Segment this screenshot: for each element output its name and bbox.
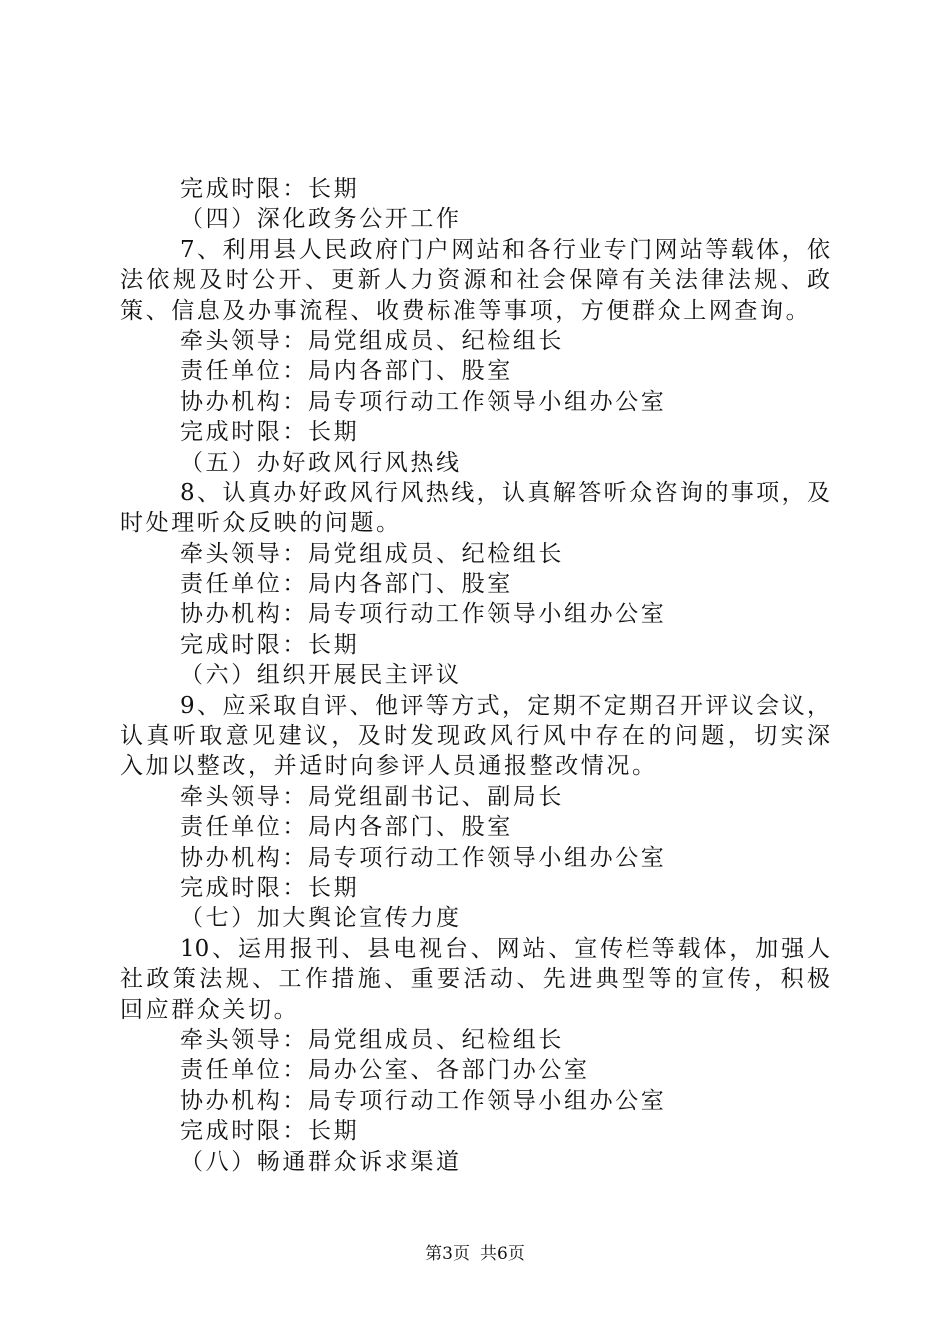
text-line: 法依规及时公开、更新人力资源和社会保障有关法律法规、政 <box>120 267 830 294</box>
text-line: （六）组织开展民主评议 <box>180 662 462 689</box>
text-line: 责任单位：局内各部门、股室 <box>180 358 513 385</box>
text-line: 责任单位：局办公室、各部门办公室 <box>180 1057 590 1084</box>
text-line: 完成时限：长期 <box>180 631 360 658</box>
text-line: 牵头领导：局党组成员、纪检组长 <box>180 327 564 354</box>
text-line: 社政策法规、工作措施、重要活动、先进典型等的宣传，积极 <box>120 966 830 993</box>
text-line: 牵头领导：局党组成员、纪检组长 <box>180 1026 564 1053</box>
page-number: 第3页 <box>425 1244 470 1264</box>
text-line: 协办机构：局专项行动工作领导小组办公室 <box>180 1087 667 1114</box>
text-line: 责任单位：局内各部门、股室 <box>180 814 513 841</box>
text-line: 回应群众关切。 <box>120 996 300 1023</box>
text-line: 完成时限：长期 <box>180 1118 360 1145</box>
text-line: 牵头领导：局党组成员、纪检组长 <box>180 540 564 567</box>
text-line: （七）加大舆论宣传力度 <box>180 905 462 932</box>
text-line: 认真听取意见建议，及时发现政风行风中存在的问题，切实深 <box>120 723 830 750</box>
text-line: 牵头领导：局党组副书记、副局长 <box>180 783 564 810</box>
text-line: 9、应采取自评、他评等方式，定期不定期召开评议会议， <box>180 692 830 719</box>
text-line: 入加以整改，并适时向参评人员通报整改情况。 <box>120 753 658 780</box>
text-line: （八）畅通群众诉求渠道 <box>180 1148 462 1175</box>
text-line: 协办机构：局专项行动工作领导小组办公室 <box>180 844 667 871</box>
text-line: 时处理听众反映的问题。 <box>120 510 402 537</box>
text-line: （五）办好政风行风热线 <box>180 449 462 476</box>
text-line: 责任单位：局内各部门、股室 <box>180 571 513 598</box>
text-line: 8、认真办好政风行风热线，认真解答听众咨询的事项，及 <box>180 479 830 506</box>
document-body <box>120 174 830 1177</box>
text-line: 协办机构：局专项行动工作领导小组办公室 <box>180 601 667 628</box>
text-line: 协办机构：局专项行动工作领导小组办公室 <box>180 388 667 415</box>
text-line: （四）深化政务公开工作 <box>180 206 462 233</box>
text-line: 7、利用县人民政府门户网站和各行业专门网站等载体，依 <box>180 236 830 263</box>
text-line: 完成时限：长期 <box>180 419 360 446</box>
text-line: 完成时限：长期 <box>180 874 360 901</box>
text-line: 完成时限：长期 <box>180 176 360 202</box>
text-line: 策、信息及办事流程、收费标准等事项，方便群众上网查询。 <box>120 297 812 324</box>
page-footer <box>0 1243 950 1265</box>
page-total: 共6页 <box>480 1244 525 1264</box>
text-line: 10、运用报刊、县电视台、网站、宣传栏等载体，加强人 <box>180 935 830 962</box>
